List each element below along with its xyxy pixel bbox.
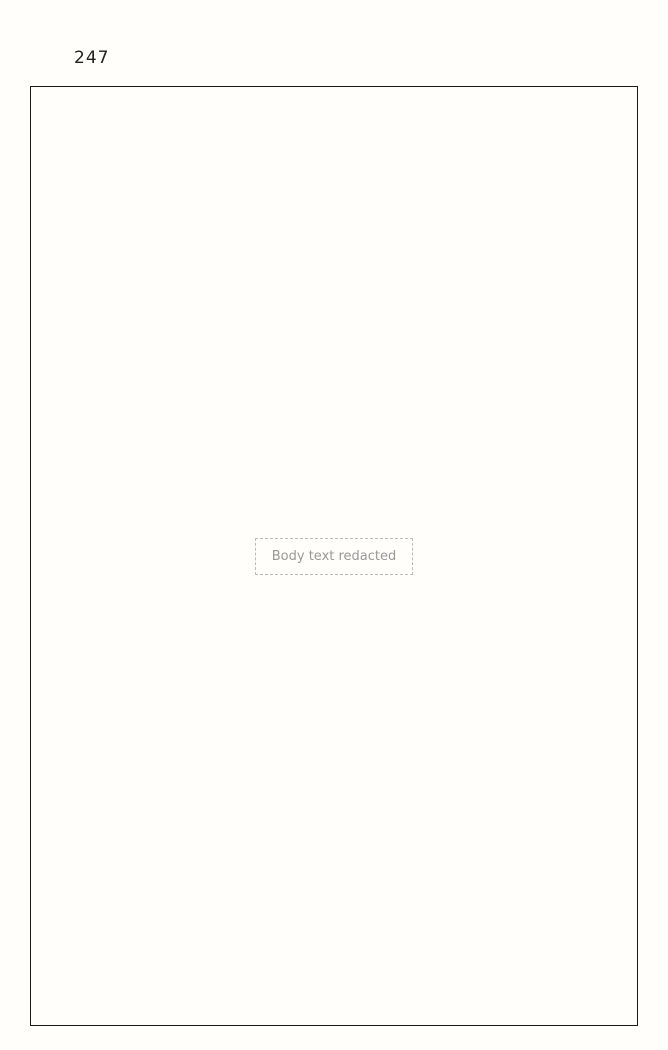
page-number: 247 <box>74 48 110 68</box>
redaction-placeholder: Body text redacted <box>255 538 414 575</box>
vertical-text-area <box>56 112 612 1000</box>
